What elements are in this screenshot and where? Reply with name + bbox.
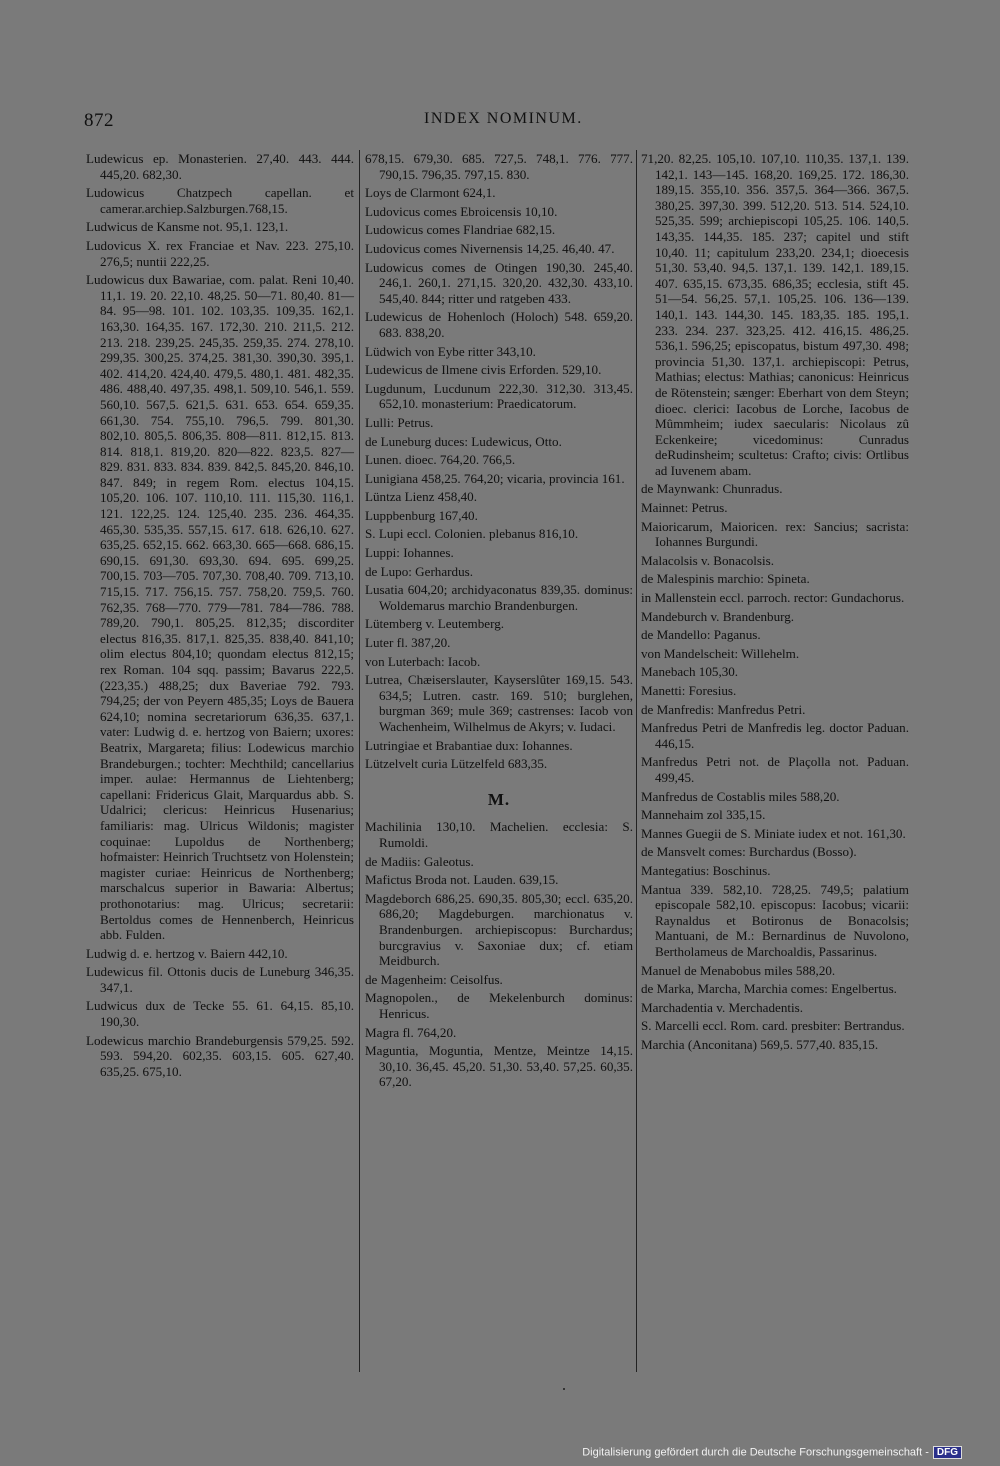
index-entry: de Mandello: Paganus. <box>641 627 761 643</box>
index-entry: Lusatia 604,20; archidyaconatus 839,35. dominus: Woldemarus marchio Brandenburgen. <box>365 582 633 613</box>
index-entry: Ludewicus de Hohenloch (Holoch) 548. 659,20. 683. 838,20. <box>365 309 633 340</box>
index-entry: Manfredus de Costablis miles 588,20. <box>641 788 840 804</box>
index-entry: Ludwicus de Kansme not. 95,1. 123,1. <box>86 219 289 235</box>
index-entry: Magnopolen., de Mekelenburch dominus: Henricus. <box>365 990 633 1021</box>
running-title: INDEX NOMINUM. <box>424 110 583 127</box>
index-entry: in Mallenstein eccl. parroch. rector: Gundachorus. <box>641 590 905 606</box>
index-entry: de Madiis: Galeotus. <box>365 853 474 869</box>
section-letter-heading: M. <box>487 789 511 809</box>
index-entry: de Luneburg duces: Ludewicus, Otto. <box>365 433 562 449</box>
index-entry: Ludovicus comes Ebroicensis 10,10. <box>365 203 558 219</box>
index-entry: de Marka, Marcha, Marchia comes: Engelbertus. <box>641 981 897 997</box>
index-entry: Mandeburch v. Brandenburg. <box>641 608 795 624</box>
index-entry: de Malespinis marchio: Spineta. <box>641 571 810 587</box>
index-entry: Ludewicus fil. Ottonis ducis de Luneburg 346,35. 347,1. <box>86 964 354 995</box>
index-entry: Maioricarum, Maioricen. rex: Sancius; sacrista: Iohannes Burgundi. <box>641 518 909 550</box>
index-entry: Lutrea, Chæiserslauter, Kayserslûter 169,15. 543. 634,5; Lutren. castr. 169. 510; burglehen, burgman 369; mule 369; castrenses: Iacob von Wachenheim, Wilhelmus de Akyrs; v. Iudaci. <box>365 672 633 734</box>
index-entry: Mantegatius: Boschinus. <box>641 862 771 878</box>
index-entry: Manuel de Menabobus miles 588,20. <box>641 962 836 978</box>
index-entry: Lüdwich von Eybe ritter 343,10. <box>365 343 536 359</box>
index-entry: Lodewicus marchio Brandeburgensis 579,25. 592. 593. 594,20. 602,35. 603,15. 605. 627,40. 635,25. 675,10. <box>86 1032 354 1079</box>
index-entry: Marchia (Anconitana) 569,5. 577,40. 835,15. <box>641 1036 879 1052</box>
index-entry: Loys de Clarmont 624,1. <box>365 185 496 201</box>
index-column-1 <box>86 151 354 1082</box>
index-entry: Mainnet: Petrus. <box>641 500 728 516</box>
index-entry: Marchadentia v. Merchadentis. <box>641 999 804 1015</box>
index-entry: von Luterbach: Iacob. <box>365 653 481 669</box>
index-entry: Manfredus Petri de Manfredis leg. doctor Paduan. 446,15. <box>641 720 909 751</box>
index-entry: Machilinia 130,10. Machelien. ecclesia: S. Rumoldi. <box>365 819 633 850</box>
index-entry: Lulli: Petrus. <box>365 414 434 430</box>
index-entry: Lutringiae et Brabantiae dux: Iohannes. <box>365 737 573 753</box>
index-entry: Ludwig d. e. hertzog v. Baiern 442,10. <box>86 945 288 961</box>
index-entry: S. Marcelli eccl. Rom. card. presbiter: Bertrandus. <box>641 1018 905 1034</box>
index-entry: 71,20. 82,25. 105,10. 107,10. 110,35. 137,1. 139. 142,1. 143—145. 168,20. 169,25. 172. 186,30. 189,15. 355,10. 356. 357,5. 364—366. 367,5. 380,25. 397,30. 399. 512,20. 513. 514. 524,10. 525,35. 599; archiepiscopi 105,25. 106. 140,5. 143,35. 144,35. 185. 237; capitel und stift 10,40. 11; capitulum 233,20. 234,1; dioecesis 51,30. 53,40. 94,5. 137,1. 139. 142,1. 189,15. 407. 635,15. 673,35. 686,35; ecclesia, stift 45. 51—54. 56,25. 57,1. 105,25. 106. 136—139. 140,1. 143. 144,30. 145. 183,35. 185. 195,1. 233. 234. 237. 323,25. 412. 416,15. 486,25. 536,1. 596,25; episcopatus, bistum 497,30. 498; provincia 51,30. 137,1. archiepiscopi: Petrus, Mathias; electus: Mathias; canonicus: Heinricus de Rötenstein; sænger: Eberhart von dem Steyn; dioec. clerici: Iacobus de Lorche, Iacobus de Mûmmheim; iudex saecularis: Nicolaus zû Eckenkeire; vicedominus: Cunradus deRudinsheim; scultetus: Crafto; civis: Ortlibus ad Iuvenem abam. <box>641 151 909 478</box>
index-entry: Mantua 339. 582,10. 728,25. 749,5; palatium episcopale 582,10. episcopus: Iacobus; vicarii: Raynaldus et Botironus de Bonacolsis; Mantuani, de M.: Bernardinus de Nuvolono, Bertholameus de Marchoaldis, Passarinus. <box>641 881 909 959</box>
scan-mark <box>563 1388 565 1390</box>
page-header <box>84 110 634 132</box>
index-column-3 <box>641 151 909 1055</box>
index-entry: de Manfredis: Manfredus Petri. <box>641 701 806 717</box>
index-entry: de Maynwank: Chunradus. <box>641 481 783 497</box>
index-entry: Manfredus Petri not. de Plaçolla not. Paduan. 499,45. <box>641 754 909 785</box>
index-entry: Luppi: Iohannes. <box>365 545 454 561</box>
index-entry: Magra fl. 764,20. <box>365 1024 457 1040</box>
index-entry: Mannehaim zol 335,15. <box>641 807 766 823</box>
index-entry: Ludewicus ep. Monasterien. 27,40. 443. 444. 445,20. 682,30. <box>86 151 354 182</box>
index-entry: de Magenheim: Ceisolfus. <box>365 971 503 987</box>
index-entry: de Mansvelt comes: Burchardus (Bosso). <box>641 844 857 860</box>
index-entry: Lunigiana 458,25. 764,20; vicaria, provincia 161. <box>365 470 625 486</box>
index-entry: Lütemberg v. Leutemberg. <box>365 616 505 632</box>
index-entry: Lüntza Lienz 458,40. <box>365 489 477 505</box>
index-entry: S. Lupi eccl. Colonien. plebanus 816,10. <box>365 526 579 542</box>
index-entry: Maguntia, Moguntia, Mentze, Meintze 14,15. 30,10. 36,45. 45,20. 51,30. 53,40. 57,25. 60,35. 67,20. <box>365 1043 633 1090</box>
index-entry: Lützelvelt curia Lützelfeld 683,35. <box>365 756 548 772</box>
page-number: 872 <box>84 110 114 131</box>
index-entry: Luppbenburg 167,40. <box>365 507 478 523</box>
index-entry: Ludowicus Chatzpech capellan. et camerar.archiep.Salzburgen.768,15. <box>86 185 354 216</box>
index-entry: Manetti: Foresius. <box>641 683 737 698</box>
index-entry: Ludewicus de Ilmene civis Erforden. 529,10. <box>365 362 602 378</box>
index-entry: Mannes Guegii de S. Miniate iudex et not. 161,30. <box>641 825 906 841</box>
dfg-logo: DFG <box>933 1446 962 1459</box>
index-entry: Ludowicus comes Flandriae 682,15. <box>365 222 556 238</box>
index-entry: de Lupo: Gerhardus. <box>365 563 473 579</box>
index-entry: Ludwicus dux de Tecke 55. 61. 64,15. 85,10. 190,30. <box>86 998 354 1030</box>
column-divider <box>359 150 360 1372</box>
index-column-2 <box>365 151 633 1093</box>
index-entry: 678,15. 679,30. 685. 727,5. 748,1. 776. 777. 790,15. 796,35. 797,15. 830. <box>365 151 633 182</box>
index-entry: Ludovicus comes Nivernensis 14,25. 46,40. 47. <box>365 240 615 256</box>
credit-text: Digitalisierung gefördert durch die Deutsche Forschungsgemeinschaft - <box>582 1446 929 1459</box>
index-entry: Malacolsis v. Bonacolsis. <box>641 552 774 568</box>
digitization-credit <box>582 1446 962 1459</box>
index-entry: Magdeborch 686,25. 690,35. 805,30; eccl. 635,20. 686,20; Magdeburgen. marchionatus v. Brandenburgen. archiepiscopus: Burchardus; burcgravius v. Saxoniae dux; cf. etiam Meidburch. <box>365 890 633 969</box>
index-entry: Ludowicus dux Bawariae, com. palat. Reni 10,40. 11,1. 19. 20. 22,10. 48,25. 50—71. 80,40. 81—84. 95—98. 101. 102. 103,35. 109,35. 162,1. 163,30. 164,35. 167. 172,30. 210. 211,5. 212. 213. 218. 239,25. 245,35. 259,35. 274. 278,10. 299,35. 300,25. 374,25. 381,30. 390,30. 395,1. 402. 414,20. 424,40. 479,5. 480,1. 481. 482,35. 486. 488,40. 497,35. 498,1. 509,10. 546,1. 559. 560,10. 567,5. 621,5. 631. 653. 654. 659,35. 661,30. 754. 755,10. 796,5. 799. 801,30. 802,10. 805,5. 806,35. 808—811. 812,15. 813. 814. 818,1. 819,20. 820—822. 823,5. 827—829. 831. 833. 834. 839. 842,5. 845,20. 846,10. 847. 849; in regem Rom. electus 104,15. 105,20. 106. 107. 110,10. 111. 115,30. 116,1. 121. 122,25. 124. 125,40. 235. 236. 464,35. 465,30. 535,35. 557,15. 617. 618. 626,10. 627. 635,25. 652,15. 662. 663,30. 665—668. 686,15. 690,15. 691,30. 693,30. 694. 695. 699,25. 700,15. 703—705. 707,30. 708,40. 709. 713,10. 715,15. 717. 756,15. 757. 758,20. 759,5. 760. 762,35. 768—770. 779—781. 784—786. 788. 789,20. 790,1. 805,25. 812,35; discorditer electus 816,35. 817,1. 825,35. 838,40. 841,10; olim electus 804,10; quondam electus 812,15; rex Roman. 104 sqq. passim; Bavarus 222,5. (223,35.) 488,25; dux Baveriae 792. 793. 794,25; der von Peyern 485,35; Loys de Bauera 624,10; nomina secretariorum 636,35. 637,1. vater: Ludwig d. e. hertzog von Baiern; uxores: Beatrix, Margareta; filius: Lodewicus marchio Brandeburgen.; tochter: Mechthild; cancellarius imper. aulae: Hermannus de Liehtenberg; capellani: Fridericus Glait, Marquardus abb. S. Udalrici; clericus: Heinricus Husenarius; familiaris: mag. Ulricus Wildonis; magister coquinae: Lupoldus de Northenberg; hofmaister: Heinrich Truchtsetz von Holenstein; magister curiae: Heinricus de Northenberg; marschalcus superior in Bawaria: Albertus; prothonotarius: mag. Ulricus; secretarii: Bertoldus comes de Hennenberch, Heinricus abb. Fulden. <box>86 272 354 943</box>
index-entry: Manebach 105,30. <box>641 664 739 680</box>
index-entry: Ludowicus comes de Otingen 190,30. 245,40. 246,1. 260,1. 271,15. 320,20. 432,30. 433,10. 545,40. 844; ritter und ratgeben 433. <box>365 259 633 306</box>
column-divider <box>636 150 637 1372</box>
index-entry: von Mandelscheit: Willehelm. <box>641 645 800 661</box>
index-entry: Luter fl. 387,20. <box>365 635 451 651</box>
index-entry: Lugdunum, Lucdunum 222,30. 312,30. 313,45. 652,10. monasterium: Praedicatorum. <box>365 380 633 412</box>
index-entry: Ludovicus X. rex Franciae et Nav. 223. 275,10. 276,5; nuntii 222,25. <box>86 237 354 269</box>
index-entry: Mafictus Broda not. Lauden. 639,15. <box>365 872 559 888</box>
index-entry: Lunen. dioec. 764,20. 766,5. <box>365 452 516 468</box>
